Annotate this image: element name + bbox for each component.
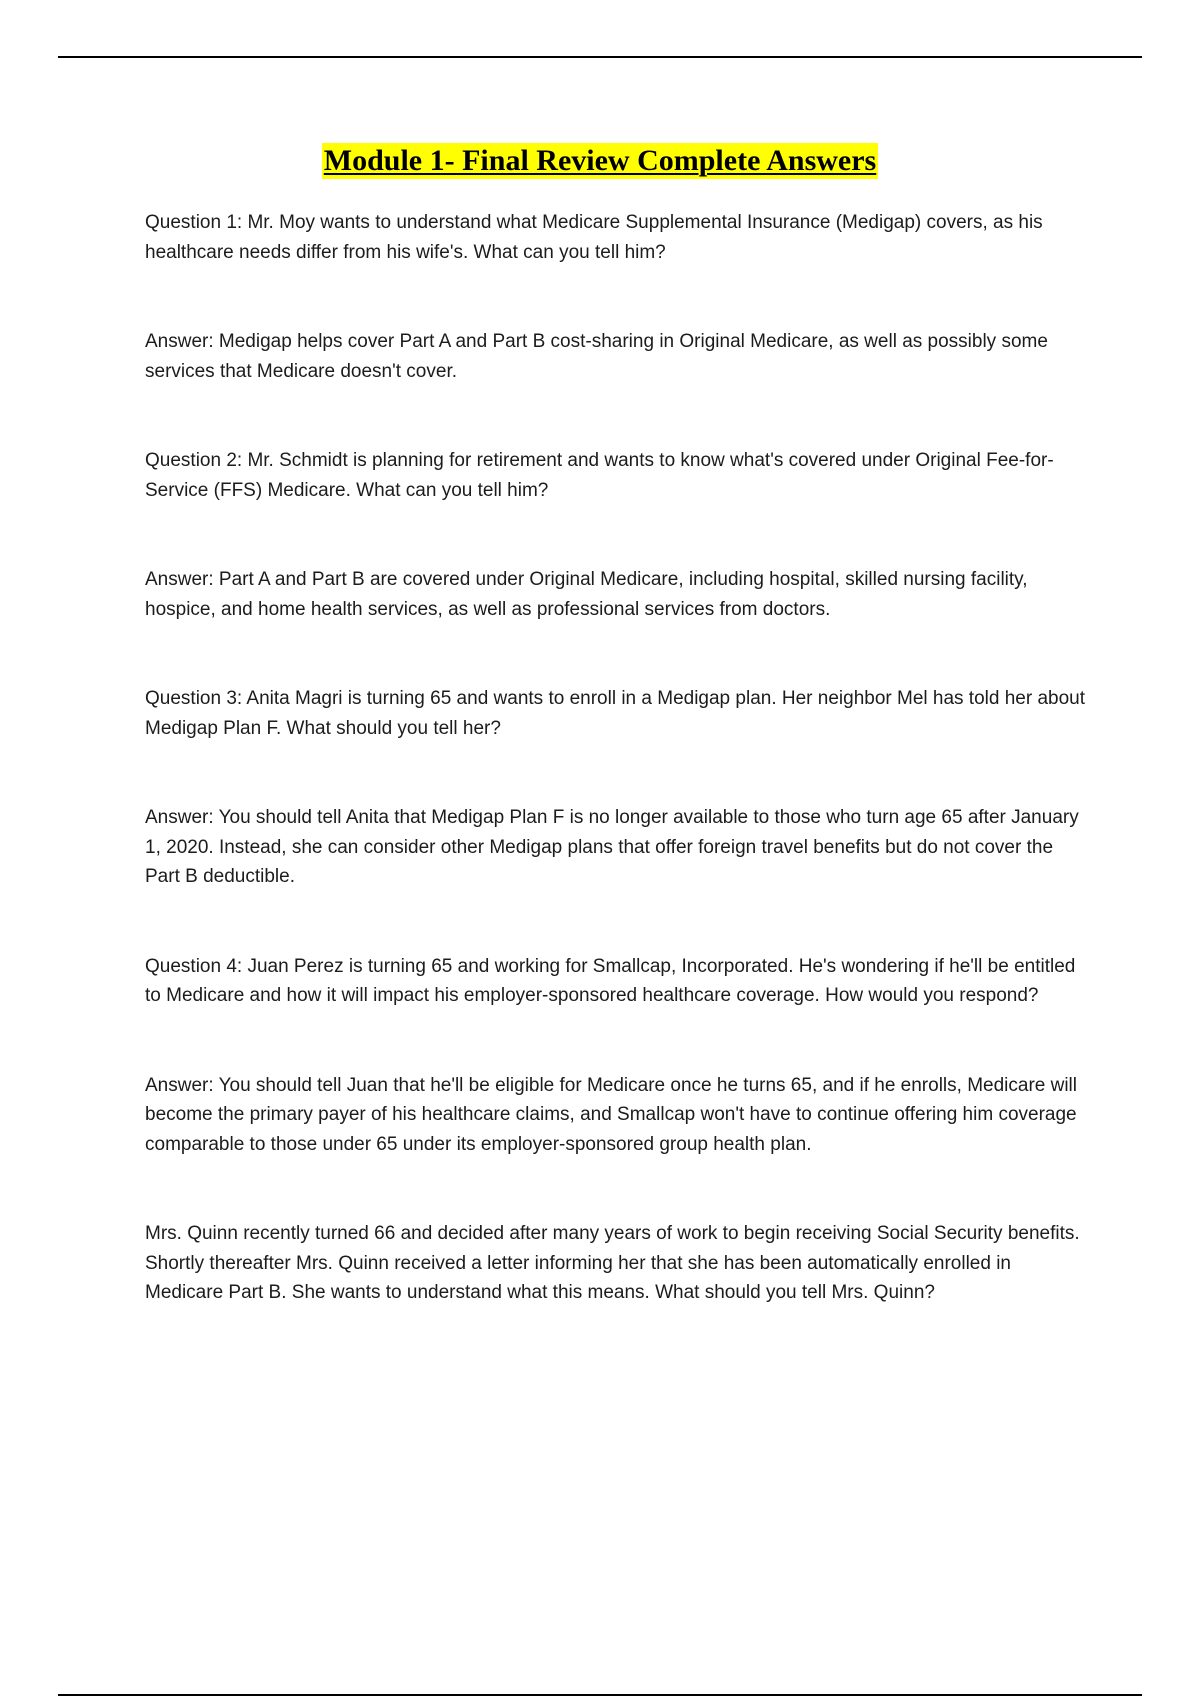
answer-2: Answer: Part A and Part B are covered under Original Medicare, including hospital, skilled nursing facility, hospice, and home health services, as well as professional services from doctors.: [145, 569, 1028, 620]
document-body: [145, 208, 1085, 1308]
question-1: Question 1: Mr. Moy wants to understand what Medicare Supplemental Insurance (Medigap) covers, as his healthcare needs differ from his wife's. What can you tell him?: [145, 212, 1043, 263]
answer-1: Answer: Medigap helps cover Part A and Part B cost-sharing in Original Medicare, as well as possibly some services that Medicare doesn't cover.: [145, 331, 1048, 382]
answer-4: Answer: You should tell Juan that he'll be eligible for Medicare once he turns 65, and if he enrolls, Medicare will become the primary payer of his healthcare claims, and Smallcap won't have to continue offering him coverage comparable to those under 65 under its employer-sponsored group health plan.: [145, 1074, 1078, 1155]
question-4: Question 4: Juan Perez is turning 65 and working for Smallcap, Incorporated. He's wondering if he'll be entitled to Medicare and how it will impact his employer-sponsored healthcare coverage. How would you respond?: [145, 955, 1076, 1006]
answer-3: Answer: You should tell Anita that Medigap Plan F is no longer available to those who turn age 65 after January 1, 2020. Instead, she can consider other Medigap plans that offer foreign travel benefits but do not cover the Part B deductible.: [145, 807, 1079, 887]
question-5: Mrs. Quinn recently turned 66 and decided after many years of work to begin receiving Social Security benefits. Shortly thereafter Mrs. Quinn received a letter informing her that she has been automatically enrolled in Medicare Part B. She wants to understand what this means. What should you tell Mrs. Quinn?: [145, 1223, 1080, 1303]
question-3: Question 3: Anita Magri is turning 65 and wants to enroll in a Medigap plan. Her neighbor Mel has told her about Medigap Plan F. What should you tell her?: [145, 688, 1086, 739]
bottom-rule: [58, 1694, 1142, 1696]
question-2: Question 2: Mr. Schmidt is planning for retirement and wants to know what's covered under Original Fee-for-Service (FFS) Medicare. What can you tell him?: [145, 450, 1054, 501]
top-rule: [58, 56, 1142, 58]
title-container: [0, 143, 1200, 179]
document-title: Module 1- Final Review Complete Answers: [323, 144, 877, 177]
